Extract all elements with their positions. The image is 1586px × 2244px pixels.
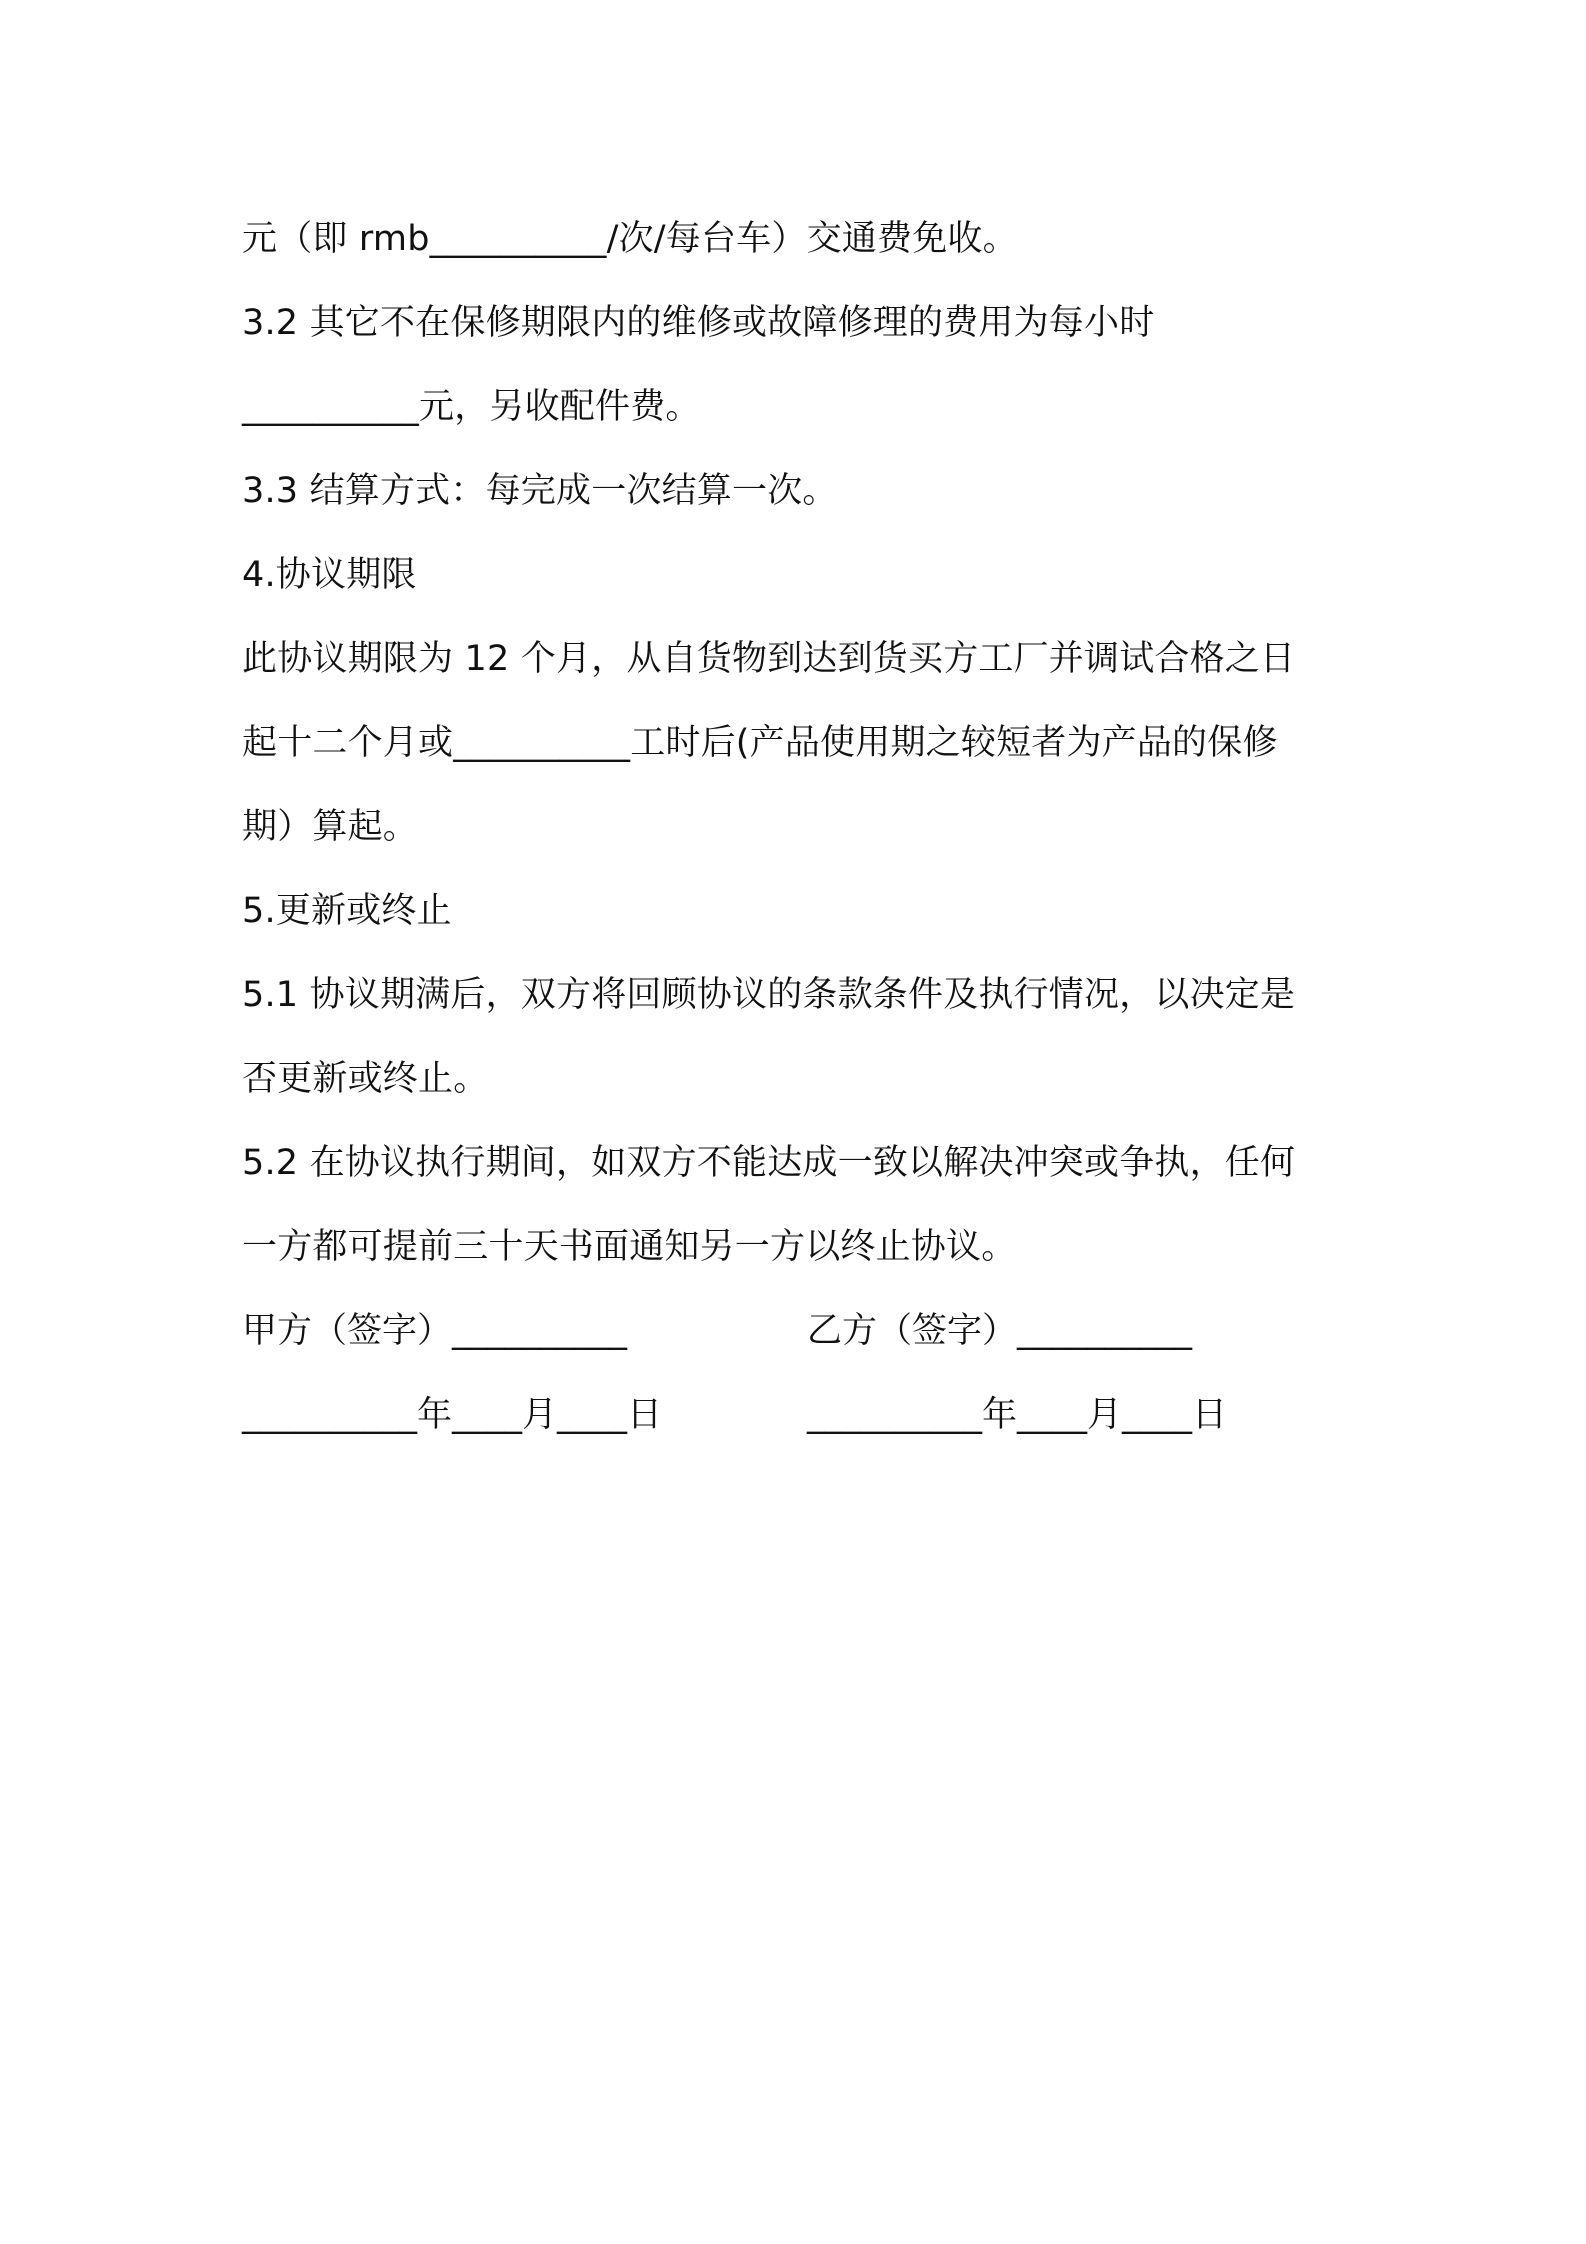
section-4-line-3: 期）算起。 <box>242 807 419 847</box>
party-b-date: __________年____月____日 <box>807 1395 1228 1435</box>
signature-row <box>242 1289 1362 1373</box>
party-b-signature: 乙方（签字）__________ <box>807 1311 1193 1351</box>
paragraph-line: 元（即 rmb__________/次/每台车）交通费免收。 <box>242 219 1018 259</box>
clause-3-2-line-1: 3.2 其它不在保修期限内的维修或故障修理的费用为每小时 <box>242 303 1155 343</box>
clause-3-2-line-2: __________元，另收配件费。 <box>242 387 701 427</box>
clause-3-3: 3.3 结算方式：每完成一次结算一次。 <box>242 471 838 511</box>
section-5-heading: 5.更新或终止 <box>242 891 452 931</box>
section-4-heading: 4.协议期限 <box>242 555 417 595</box>
clause-5-1-line-2: 否更新或终止。 <box>242 1059 489 1099</box>
clause-5-2-line-2: 一方都可提前三十天书面通知另一方以终止协议。 <box>242 1227 1017 1267</box>
party-a-date: __________年____月____日 <box>242 1395 663 1435</box>
clause-5-2-line-1: 5.2 在协议执行期间，如双方不能达成一致以解决冲突或争执，任何 <box>242 1143 1296 1183</box>
section-4-line-1: 此协议期限为 12 个月，从自货物到达到货买方工厂并调试合格之日 <box>242 639 1296 679</box>
section-4-line-2: 起十二个月或__________工时后(产品使用期之较短者为产品的保修 <box>242 723 1278 763</box>
party-a-signature: 甲方（签字）__________ <box>242 1311 628 1351</box>
date-row <box>242 1373 1362 1457</box>
clause-5-1-line-1: 5.1 协议期满后，双方将回顾协议的条款条件及执行情况，以决定是 <box>242 975 1296 1015</box>
document-body <box>242 197 1362 1457</box>
